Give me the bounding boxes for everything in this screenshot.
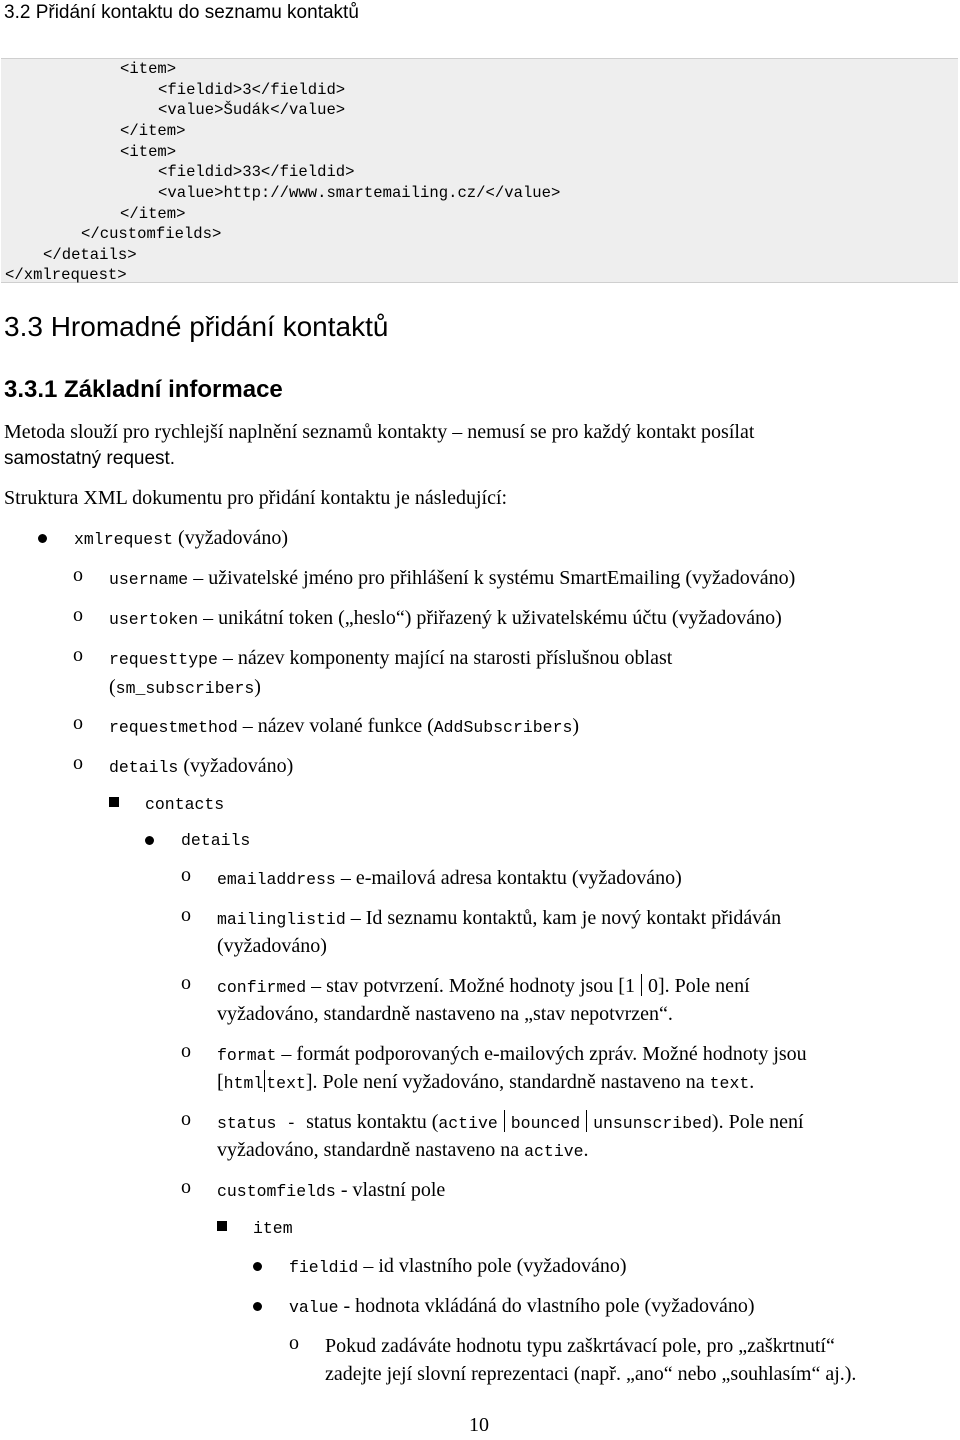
- code-line: </item>: [120, 122, 186, 140]
- item-details: details (vyžadováno): [109, 755, 294, 777]
- bullet-circle-icon: o: [181, 864, 191, 886]
- intro-line-1: Metoda slouží pro rychlejší naplnění seznamů kontakty – nemusí se pro každý kontakt posílat: [4, 421, 755, 443]
- separator-bar: [504, 1110, 505, 1132]
- code-line: </xmlrequest>: [5, 266, 127, 284]
- bullet-circle-icon: o: [289, 1332, 299, 1354]
- bullet-circle-icon: o: [181, 904, 191, 926]
- structure-intro: Struktura XML dokumentu pro přidání kontaktu je následující:: [4, 487, 508, 509]
- item-usertoken: usertoken – unikátní token („heslo“) přiřazený k uživatelskému účtu (vyžadováno): [109, 607, 782, 629]
- bullet-dot-icon: [145, 836, 154, 845]
- separator-bar: [641, 974, 642, 996]
- item-requesttype: requesttype – název komponenty mající na starosti příslušnou oblast: [109, 647, 673, 669]
- note-line-2: zadejte její slovní reprezentaci (např. „ano“ nebo „souhlasím“ aj.).: [325, 1363, 857, 1385]
- subsection-title: 3.3.1 Základní informace: [4, 376, 283, 403]
- bullet-square-icon: [109, 797, 119, 807]
- item-format-line2: [html text]. Pole není vyžadováno, standardně nastaveno na text.: [217, 1071, 755, 1093]
- note-line-1: Pokud zadáváte hodnotu typu zaškrtávací pole, pro „zaškrtnutí“: [325, 1335, 835, 1357]
- item-username: username – uživatelské jméno pro přihlášení k systému SmartEmailing (vyžadováno): [109, 567, 796, 589]
- code-line: <value>Šudák</value>: [158, 101, 346, 119]
- bullet-circle-icon: o: [73, 752, 83, 774]
- bullet-circle-icon: o: [73, 604, 83, 626]
- code-line: <fieldid>3</fieldid>: [158, 81, 346, 99]
- code-line: </item>: [120, 205, 186, 223]
- item-contacts: contacts: [145, 795, 225, 814]
- item-confirmed: confirmed – stav potvrzení. Možné hodnoty jsou [1 0]. Pole není: [217, 975, 750, 997]
- item-requestmethod: requestmethod – název volané funkce (AddSubscribers): [109, 715, 580, 737]
- section-heading: 3.2 Přidání kontaktu do seznamu kontaktů: [4, 2, 359, 23]
- item-mailinglistid-line2: (vyžadováno): [217, 935, 327, 957]
- code-block: [1, 58, 958, 283]
- code-line: <value>http://www.smartemailing.cz/</value>: [158, 184, 561, 202]
- item-customfields: customfields - vlastní pole: [217, 1179, 446, 1201]
- bullet-circle-icon: o: [73, 564, 83, 586]
- page-number: 10: [469, 1414, 489, 1436]
- item-status: status - status kontaktu (active bounced unsunscribed). Pole není: [217, 1111, 804, 1133]
- bullet-square-icon: [217, 1221, 227, 1231]
- item-mailinglistid: mailinglistid – Id seznamu kontaktů, kam je nový kontakt přidáván: [217, 907, 782, 929]
- item-item: item: [253, 1219, 293, 1238]
- code-line: </customfields>: [81, 225, 222, 243]
- item-fieldid: fieldid – id vlastního pole (vyžadováno): [289, 1255, 627, 1277]
- item-details-inner: details: [181, 831, 251, 850]
- code-line: <item>: [120, 60, 177, 78]
- item-format: format – formát podporovaných e-mailových zpráv. Možné hodnoty jsou: [217, 1043, 807, 1065]
- separator-bar: [586, 1110, 587, 1132]
- intro-line-2: samostatný request.: [4, 448, 176, 469]
- bullet-dot-icon: [253, 1262, 262, 1271]
- code-line: </details>: [43, 246, 137, 264]
- item-value: value - hodnota vkládáná do vlastního pole (vyžadováno): [289, 1295, 755, 1317]
- bullet-dot-icon: [253, 1302, 262, 1311]
- bullet-dot-icon: [38, 534, 47, 543]
- bullet-circle-icon: o: [73, 644, 83, 666]
- code-line: <item>: [120, 143, 177, 161]
- item-requesttype-line2: (sm_subscribers): [109, 676, 261, 698]
- bullet-circle-icon: o: [181, 1108, 191, 1130]
- bullet-circle-icon: o: [73, 712, 83, 734]
- bullet-circle-icon: o: [181, 1176, 191, 1198]
- bullet-circle-icon: o: [181, 972, 191, 994]
- item-xmlrequest: xmlrequest (vyžadováno): [74, 527, 288, 549]
- item-confirmed-line2: vyžadováno, standardně nastaveno na „stav nepotvrzen“.: [217, 1003, 673, 1025]
- bullet-circle-icon: o: [181, 1040, 191, 1062]
- item-emailaddress: emailaddress – e-mailová adresa kontaktu (vyžadováno): [217, 867, 682, 889]
- section-title: 3.3 Hromadné přidání kontaktů: [4, 311, 389, 342]
- code-line: <fieldid>33</fieldid>: [158, 163, 355, 181]
- item-status-line2: vyžadováno, standardně nastaveno na active.: [217, 1139, 589, 1161]
